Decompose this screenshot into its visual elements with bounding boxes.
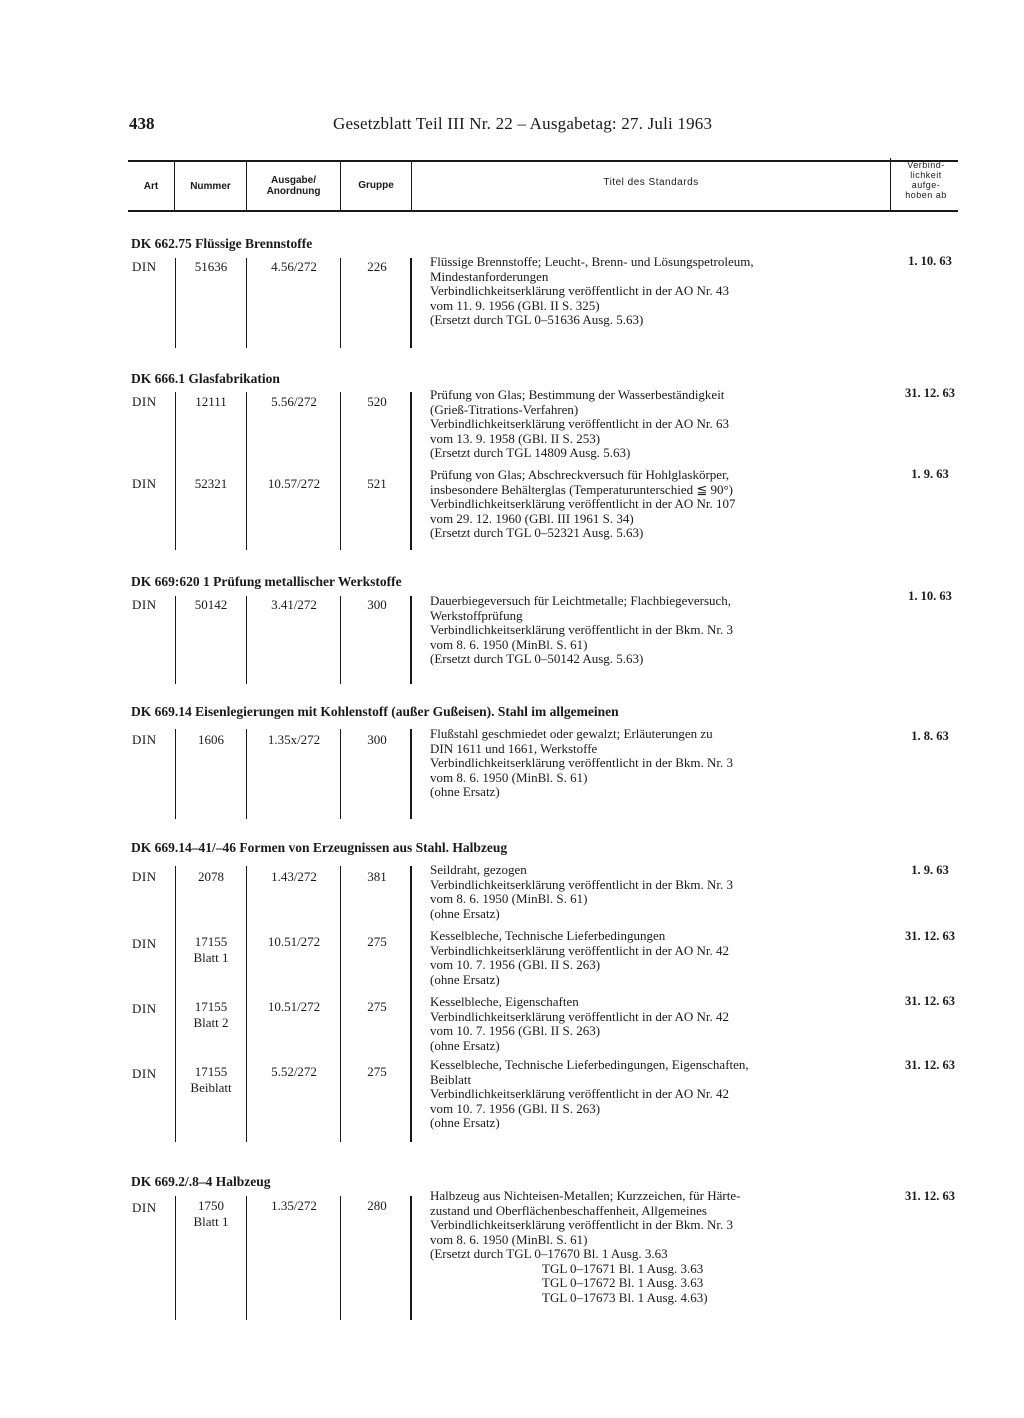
cell-verbindlichkeit: 1. 9. 63 xyxy=(911,467,949,481)
col-header-ausgabe-line1: Ausgabe/ xyxy=(270,175,316,186)
titel-line: Beiblatt xyxy=(430,1071,472,1087)
cell-titel xyxy=(430,995,729,1053)
cell-ausgabe: 3.41/272 xyxy=(271,597,317,612)
titel-line: Verbindlichkeitserklärung veröffentlicht in der AO Nr. 63 xyxy=(430,416,730,431)
section-title: DK 662.75 Flüssige Brennstoffe xyxy=(131,236,313,251)
titel-line: (Grieß-Titrations-Verfahren) xyxy=(430,401,579,417)
col-header-verb-line2: lichkeit xyxy=(910,170,942,180)
col-header-gruppe: Gruppe xyxy=(358,180,394,191)
cell-art: DIN xyxy=(132,476,157,491)
section-title: DK 669:620 1 Prüfung metallischer Werkstoffe xyxy=(131,574,402,589)
titel-line: Verbindlichkeitserklärung veröffentlicht in der Bkm. Nr. 3 xyxy=(430,622,734,637)
titel-line: Werkstoffprüfung xyxy=(430,607,523,623)
cell-titel xyxy=(430,1058,749,1131)
section-title: DK 669.2/.8–4 Halbzeug xyxy=(131,1174,271,1189)
titel-line: (Ersetzt durch TGL 0–50142 Ausg. 5.63) xyxy=(430,651,644,666)
col-header-titel: Titel des Standards xyxy=(603,177,699,188)
cell-titel xyxy=(430,388,729,461)
titel-line: vom 10. 7. 1956 (GBl. II S. 263) xyxy=(430,1100,601,1116)
col-header-verb-line1: Verbind- xyxy=(907,160,945,170)
cell-verbindlichkeit: 1. 9. 63 xyxy=(911,863,949,877)
cell-ausgabe: 10.51/272 xyxy=(267,934,321,949)
row-divider xyxy=(175,392,176,550)
cell-nummer: 52321 xyxy=(194,476,228,491)
nummer-line: 17155 xyxy=(194,1064,228,1079)
running-title: Gesetzblatt Teil III Nr. 22 – Ausgabetag: 27. Juli 1963 xyxy=(333,114,713,133)
cell-verbindlichkeit: 31. 12. 63 xyxy=(905,1189,955,1203)
titel-line: (ohne Ersatz) xyxy=(430,784,500,799)
row-divider-bold xyxy=(410,1196,412,1320)
cell-verbindlichkeit: 31. 12. 63 xyxy=(905,929,955,943)
titel-line: Verbindlichkeitserklärung veröffentlicht in der AO Nr. 42 xyxy=(430,1086,730,1101)
titel-line: Verbindlichkeitserklärung veröffentlicht in der AO Nr. 43 xyxy=(430,283,730,298)
nummer-line: Blatt 2 xyxy=(193,1015,229,1030)
titel-line: Prüfung von Glas; Bestimmung der Wasserbeständigkeit xyxy=(430,387,725,402)
nummer-line: 17155 xyxy=(194,934,228,949)
col-header-verbindlichkeit xyxy=(891,160,961,200)
cell-verbindlichkeit: 31. 12. 63 xyxy=(905,386,955,400)
col-header-ausgabe-line2: Anordnung xyxy=(266,186,321,197)
titel-line: Verbindlichkeitserklärung veröffentlicht in der Bkm. Nr. 3 xyxy=(430,1217,734,1232)
cell-verbindlichkeit: 1. 10. 63 xyxy=(908,589,952,603)
nummer-line: 1750 xyxy=(198,1198,224,1213)
titel-line: vom 10. 7. 1956 (GBl. II S. 263) xyxy=(430,957,601,972)
cell-nummer xyxy=(175,934,247,966)
cell-verbindlichkeit: 31. 12. 63 xyxy=(905,994,955,1008)
col-header-nummer: Nummer xyxy=(190,181,231,192)
cell-ausgabe: 1.35/272 xyxy=(271,1198,317,1213)
section-title: DK 669.14 Eisenlegierungen mit Kohlenstoff (außer Gußeisen). Stahl im allgemeinen xyxy=(131,704,619,719)
cell-nummer xyxy=(175,999,247,1031)
cell-ausgabe: 10.51/272 xyxy=(267,999,321,1014)
titel-line: Flüssige Brennstoffe; Leucht-, Brenn- und Lösungspetroleum, xyxy=(430,254,754,269)
cell-verbindlichkeit: 1. 10. 63 xyxy=(908,254,952,268)
cell-ausgabe: 1.43/272 xyxy=(271,869,317,884)
cell-nummer xyxy=(175,1198,247,1230)
cell-verbindlichkeit: 31. 12. 63 xyxy=(905,1058,955,1072)
titel-line: Kesselbleche, Technische Lieferbedingungen, Eigenschaften, xyxy=(430,1057,749,1072)
titel-line: Halbzeug aus Nichteisen-Metallen; Kurzzeichen, für Härte- xyxy=(430,1188,741,1203)
cell-titel xyxy=(430,255,754,328)
titel-line: Verbindlichkeitserklärung veröffentlicht in der AO Nr. 107 xyxy=(430,496,736,511)
titel-line: vom 10. 7. 1956 (GBl. II S. 263) xyxy=(430,1023,601,1038)
cell-art: DIN xyxy=(132,597,157,612)
cell-art: DIN xyxy=(132,1066,157,1081)
col-header-verb-line3: aufge- xyxy=(911,180,941,190)
titel-line: Kesselbleche, Eigenschaften xyxy=(430,994,579,1009)
cell-gruppe: 275 xyxy=(367,934,387,949)
cell-gruppe: 521 xyxy=(367,476,387,491)
titel-line: (ohne Ersatz) xyxy=(430,1115,500,1130)
titel-line: TGL 0–17671 Bl. 1 Ausg. 3.63 xyxy=(542,1260,704,1276)
titel-line: Mindestanforderungen xyxy=(430,268,549,284)
titel-line: Dauerbiegeversuch für Leichtmetalle; Flachbiegeversuch, xyxy=(430,593,732,608)
titel-line: vom 29. 12. 1960 (GBl. III 1961 S. 34) xyxy=(430,510,634,526)
cell-gruppe: 280 xyxy=(367,1198,387,1213)
titel-line: (ohne Ersatz) xyxy=(430,905,500,921)
titel-line: (Ersetzt durch TGL 14809 Ausg. 5.63) xyxy=(430,445,631,460)
cell-art: DIN xyxy=(132,1200,157,1215)
page-number: 438 xyxy=(129,114,155,133)
cell-nummer: 2078 xyxy=(198,869,224,884)
cell-titel xyxy=(430,1189,740,1305)
cell-titel xyxy=(430,863,733,921)
section-title: DK 666.1 Glasfabrikation xyxy=(131,371,280,386)
cell-art: DIN xyxy=(132,394,157,409)
col-header-ausgabe xyxy=(247,175,340,197)
cell-nummer xyxy=(175,1064,247,1096)
titel-line: insbesondere Behälterglas (Temperaturunterschied ≦ 90°) xyxy=(430,481,734,497)
cell-ausgabe: 10.57/272 xyxy=(267,476,321,491)
cell-gruppe: 381 xyxy=(367,869,387,884)
titel-line: TGL 0–17672 Bl. 1 Ausg. 3.63 xyxy=(542,1275,704,1290)
titel-line: vom 8. 6. 1950 (MinBl. S. 61) xyxy=(430,769,588,785)
row-divider xyxy=(246,392,247,550)
titel-line: vom 13. 9. 1958 (GBl. II S. 253) xyxy=(430,430,601,446)
cell-ausgabe: 5.52/272 xyxy=(271,1064,317,1079)
cell-art: DIN xyxy=(132,869,157,884)
row-divider xyxy=(340,392,341,550)
cell-gruppe: 226 xyxy=(367,259,387,274)
titel-line: Prüfung von Glas; Abschreckversuch für Hohlglaskörper, xyxy=(430,467,730,482)
cell-gruppe: 275 xyxy=(367,999,387,1014)
titel-line: vom 11. 9. 1956 (GBl. II S. 325) xyxy=(430,297,600,313)
titel-line: (Ersetzt durch TGL 0–51636 Ausg. 5.63) xyxy=(430,312,644,327)
row-divider-bold xyxy=(410,392,412,550)
cell-nummer: 50142 xyxy=(194,597,228,612)
cell-art: DIN xyxy=(132,732,157,747)
col-header-verb-line4: hoben ab xyxy=(905,190,947,200)
titel-line: Verbindlichkeitserklärung veröffentlicht in der Bkm. Nr. 3 xyxy=(430,755,734,770)
titel-line: Kesselbleche, Technische Lieferbedingungen xyxy=(430,928,666,943)
cell-titel xyxy=(430,594,733,667)
titel-line: (ohne Ersatz) xyxy=(430,1037,500,1053)
cell-ausgabe: 5.56/272 xyxy=(271,394,317,409)
cell-titel xyxy=(430,468,736,541)
cell-titel xyxy=(430,727,733,800)
titel-line: DIN 1611 und 1661, Werkstoffe xyxy=(430,740,598,756)
row-divider xyxy=(340,1196,341,1320)
titel-line: (ohne Ersatz) xyxy=(430,971,500,987)
cell-ausgabe: 1.35x/272 xyxy=(267,732,321,747)
cell-nummer: 1606 xyxy=(198,732,224,747)
header-rule-bottom xyxy=(128,210,958,212)
cell-nummer: 12111 xyxy=(195,394,227,409)
cell-gruppe: 520 xyxy=(367,394,387,409)
titel-line: vom 8. 6. 1950 (MinBl. S. 61) xyxy=(430,636,588,652)
titel-line: vom 8. 6. 1950 (MinBl. S. 61) xyxy=(430,891,588,906)
titel-line: Verbindlichkeitserklärung veröffentlicht in der AO Nr. 42 xyxy=(430,942,730,958)
cell-gruppe: 300 xyxy=(367,732,387,747)
titel-line: TGL 0–17673 Bl. 1 Ausg. 4.63) xyxy=(542,1289,708,1305)
cell-ausgabe: 4.56/272 xyxy=(271,259,317,274)
titel-line: vom 8. 6. 1950 (MinBl. S. 61) xyxy=(430,1231,588,1247)
cell-titel xyxy=(430,929,729,987)
cell-verbindlichkeit: 1. 8. 63 xyxy=(911,729,949,743)
titel-line: zustand und Oberflächenbeschaffenheit, Allgemeines xyxy=(430,1202,707,1218)
cell-art: DIN xyxy=(132,259,157,274)
titel-line: Verbindlichkeitserklärung veröffentlicht in der Bkm. Nr. 3 xyxy=(430,876,734,892)
nummer-line: Beiblatt xyxy=(190,1080,232,1095)
col-header-art: Art xyxy=(143,181,159,192)
titel-line: (Ersetzt durch TGL 0–52321 Ausg. 5.63) xyxy=(430,525,644,540)
titel-line: Verbindlichkeitserklärung veröffentlicht in der AO Nr. 42 xyxy=(430,1008,730,1024)
cell-gruppe: 275 xyxy=(367,1064,387,1079)
nummer-line: Blatt 1 xyxy=(193,1214,229,1229)
titel-line: (Ersetzt durch TGL 0–17670 Bl. 1 Ausg. 3.63 xyxy=(430,1246,668,1261)
nummer-line: Blatt 1 xyxy=(193,950,229,965)
cell-nummer: 51636 xyxy=(194,259,228,274)
header-rule-top xyxy=(128,160,958,162)
titel-line: Seildraht, gezogen xyxy=(430,862,527,877)
titel-line: Flußstahl geschmiedet oder gewalzt; Erläuterungen zu xyxy=(430,726,713,741)
nummer-line: 17155 xyxy=(194,999,228,1014)
section-title: DK 669.14–41/–46 Formen von Erzeugnissen aus Stahl. Halbzeug xyxy=(131,840,508,855)
cell-gruppe: 300 xyxy=(367,597,387,612)
cell-art: DIN xyxy=(132,936,157,951)
cell-art: DIN xyxy=(132,1001,157,1016)
